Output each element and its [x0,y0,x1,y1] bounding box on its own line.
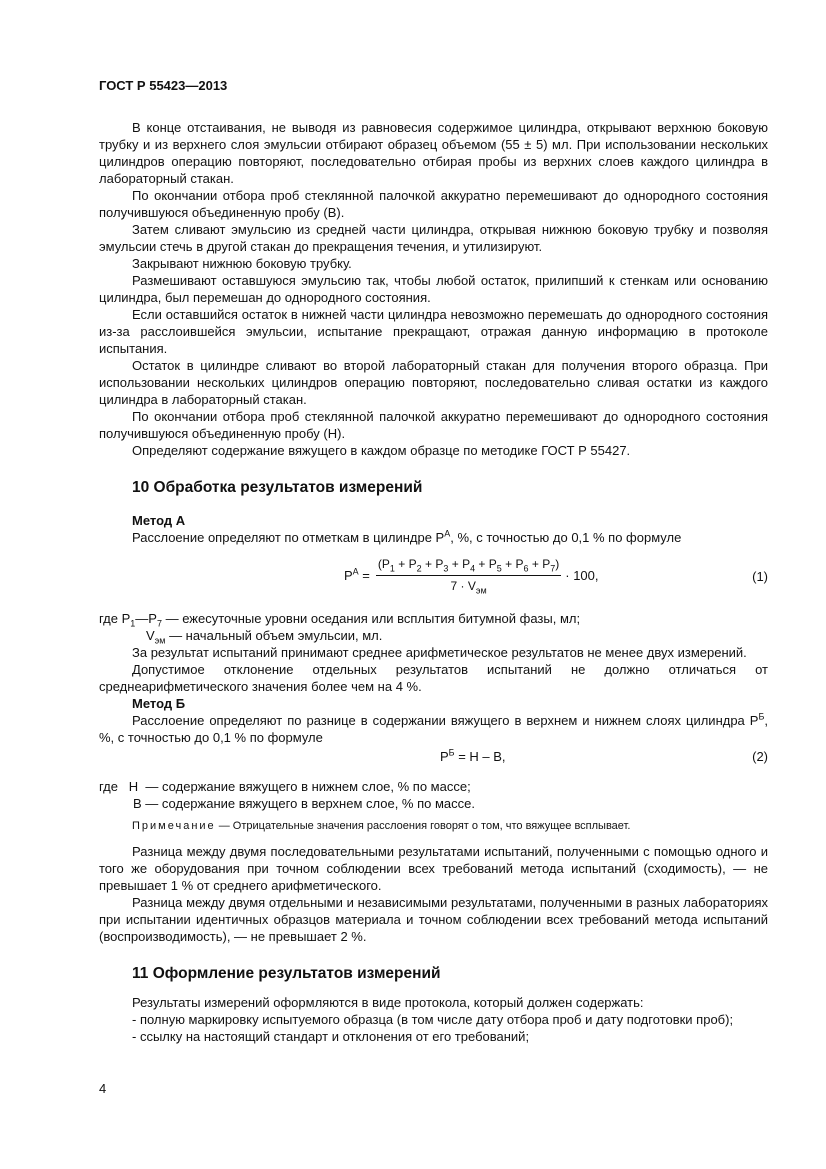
paragraph: Разница между двумя отдельными и независимыми результатами, полученными в разных лабораториях при испытании идентичных образцов материала и точном соблюдении всех требований метода испытаний (воспроизводимость), — не превышает 2 %. [99,895,768,944]
formula-term: $Р_4$ [462,557,476,574]
formula-2: $Р^Б = Н - В$, (2) [440,747,768,764]
list-item: - ссылку на настоящий стандарт и отклонения от его требований; [132,1029,530,1044]
formula-term: $Р_6$ [515,557,529,574]
section-11-title: 11 Оформление результатов измерений [132,965,441,982]
formula-1-number: (1) [752,569,768,584]
fraction-bar [376,575,561,576]
paragraph: Результаты измерений оформляются в виде протокола, который должен содержать: [132,995,644,1010]
formula-1-tail: · 100, [565,568,599,583]
formula-2-number: (2) [752,749,768,764]
formula-term: $Р_7$ [542,557,556,574]
document-header: ГОСТ Р 55423—2013 [99,78,228,93]
paragraph: В конце отстаивания, не выводя из равновесия содержимое цилиндра, открывают верхнюю боковую трубку и из верхнего слоя эмульсии отбирают образец объемом (55 ± 5) мл. При использовании нескольких цилиндров операцию повторяют, последовательно отбирая пробы из верхних слоев каждого цилиндра в лабораторный стакан. [99,120,768,186]
formula-term: $Р_5$ [488,557,502,574]
method-a-label: Метод А [132,513,186,528]
formula-term: $Р_3$ [435,557,449,574]
formula-1-denominator: $7 \cdot V_{эм}$ [450,579,487,596]
formula-term: $Р_2$ [408,557,422,574]
method-b-intro: Расслоение определяют по разнице в содержании вяжущего в верхнем и нижнем слоях цилиндра $Р^Б$, %, с точностью до 0,1 % по формуле [99,711,768,745]
formula-term: $Р_1$ [381,557,395,574]
paragraph: Определяют содержание вяжущего в каждом образце по методике ГОСТ Р 55427. [132,443,631,458]
where-p1-p7: где $Р_1—Р_7$ — ежесуточные уровни оседания или всплытия битумной фазы, мл; [99,611,581,629]
paragraph: За результат испытаний принимают среднее арифметическое результатов не менее двух измерений. [132,645,747,660]
method-a-intro: Расслоение определяют по отметкам в цилиндре $Р^А$, %, с точностью до 0,1 % по формуле [132,528,682,545]
where-b: В — содержание вяжущего в верхнем слое, % по массе. [133,796,475,811]
section-10-title: 10 Обработка результатов измерений [132,479,423,496]
paragraph: Если оставшийся остаток в нижней части цилиндра невозможно перемешать до однородного состояния из-за расслоившейся эмульсии, испытание прекращают, отражая данную информацию в протоколе испытания. [99,307,768,356]
page-number: 4 [99,1081,107,1096]
paragraph: По окончании отбора проб стеклянной палочкой аккуратно перемешивают до однородного состояния получившуюся объединенную пробу (Н). [99,409,768,441]
where-h: где Н — содержание вяжущего в нижнем слое, % по массе; [99,779,471,794]
formula-1-lhs: $Р^А$ = [344,566,370,583]
list-item: - полную маркировку испытуемого образца (в том числе дату отбора проб и дату подготовки проб); [132,1012,734,1027]
paragraph: Размешивают оставшуюся эмульсию так, чтобы любой остаток, прилипший к стенкам или основанию цилиндра, был перемешан до однородного состояния. [99,273,768,305]
paragraph: Допустимое отклонение отдельных результатов испытаний не должно отличаться от среднеарифметического значения более чем на 4 %. [99,662,768,694]
where-vem: $V_{эм}$ — начальный объем эмульсии, мл. [146,628,383,646]
formula-1-numerator: $(Р_1 + Р_2 + Р_3 + Р_4 + Р_5 + Р_6 + Р_7)$ [377,557,560,574]
note: Примечание — Отрицательные значения расслоения говорят о том, что вяжущее всплывает. [132,820,631,832]
paragraph: Остаток в цилиндре сливают во второй лабораторный стакан для получения второго образца. При использовании нескольких цилиндров операцию повторяют, последовательно сливая остатки из каждого цилиндра в лабораторный стакан. [99,358,768,407]
paragraph: Разница между двумя последовательными результатами испытаний, полученными с помощью одного и того же оборудования при точном соблюдении всех требований метода испытаний (сходимость), — не превышает 1 % от среднего арифметического. [99,844,768,893]
paragraph: По окончании отбора проб стеклянной палочкой аккуратно перемешивают до однородного состояния получившуюся объединенную пробу (В). [99,188,768,220]
formula-1 [99,554,768,602]
method-b-label: Метод Б [132,696,186,711]
paragraph: Затем сливают эмульсию из средней части цилиндра, открывая нижнюю боковую трубку и позволяя эмульсии стечь в другой стакан до прекращения течения, и утилизируют. [99,222,768,254]
paragraph: Закрывают нижнюю боковую трубку. [132,256,352,271]
document-body [99,119,768,1045]
